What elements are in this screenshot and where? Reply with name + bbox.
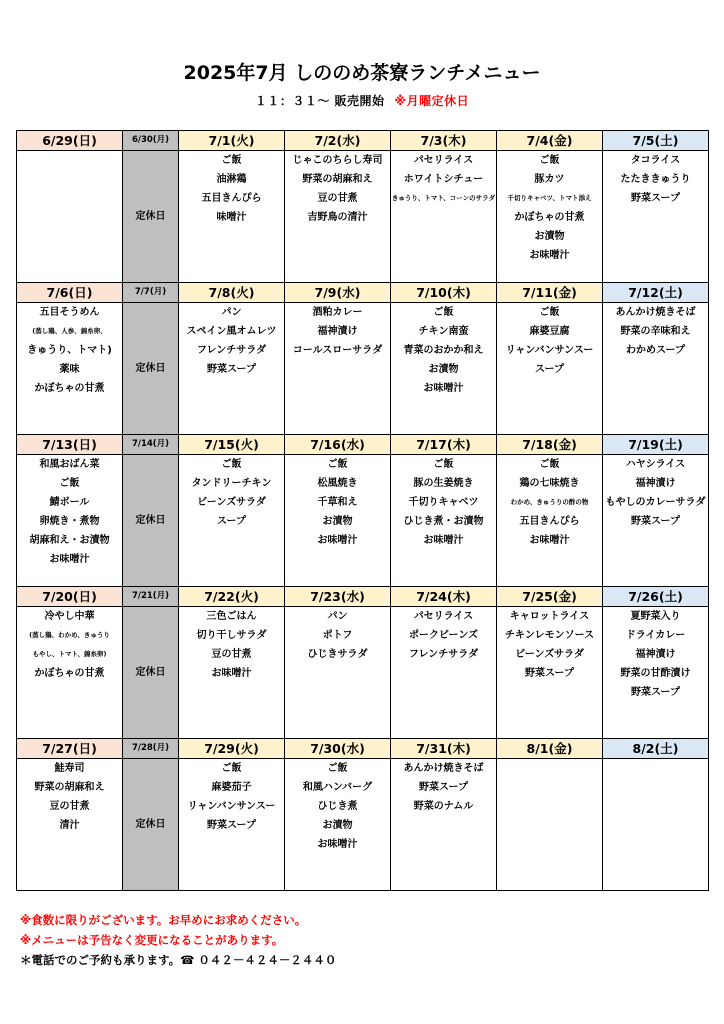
menu-item: 鮭寿司	[54, 763, 85, 774]
menu-item: フレンチサラダ	[196, 345, 267, 356]
day-date-header: 8/1(金)	[497, 739, 603, 759]
note-menu-change: ※メニューは予告なく変更になることがあります。	[20, 933, 284, 947]
day-menu-cell	[179, 455, 285, 587]
menu-item: (蒸し鶏、わかめ、きゅうり	[29, 631, 110, 639]
day-date-header: 7/22(火)	[179, 587, 285, 607]
day-date-header: 7/12(土)	[603, 283, 709, 303]
menu-item: 酒粕カレー	[312, 307, 363, 318]
closed-day-cell	[123, 303, 179, 435]
day-date-header: 7/11(金)	[497, 283, 603, 303]
menu-item: 野菜スープ	[419, 782, 468, 793]
day-menu-cell	[497, 455, 603, 587]
day-menu-cell	[391, 759, 497, 891]
page-subtitle	[0, 92, 724, 109]
menu-item: 福神漬け	[317, 326, 358, 337]
closed-day-cell	[123, 151, 179, 283]
menu-item: あんかけ焼きそば	[403, 763, 484, 774]
day-date-header: 7/23(水)	[285, 587, 391, 607]
day-date-header: 7/24(木)	[391, 587, 497, 607]
menu-item: もやしのカレーサラダ	[605, 497, 706, 508]
day-date-header: 7/8(火)	[179, 283, 285, 303]
menu-item: 野菜スープ	[525, 668, 574, 679]
menu-item: 豆の甘煮	[317, 193, 358, 204]
week-header-row	[17, 435, 709, 455]
day-date-header: 7/16(水)	[285, 435, 391, 455]
menu-item: ポトフ	[322, 630, 353, 641]
day-menu-cell	[179, 759, 285, 891]
menu-item: わかめ、きゅうりの酢の物	[510, 498, 589, 506]
menu-item: 福神漬け	[635, 649, 676, 660]
day-date-header: 7/17(木)	[391, 435, 497, 455]
menu-item: 冷やし中華	[44, 611, 95, 622]
week-menu-row	[17, 607, 709, 739]
day-date-header: 7/20(日)	[17, 587, 123, 607]
menu-item: お味噌汁	[49, 554, 90, 565]
menu-item: きゅうり、トマト、コーンのサラダ	[391, 194, 496, 202]
day-date-header: 7/25(金)	[497, 587, 603, 607]
closed-label: 定休日	[135, 211, 166, 222]
menu-item: 吉野鳥の清汁	[307, 212, 368, 223]
menu-item: 胡麻和え・お漬物	[29, 535, 110, 546]
day-date-header: 7/21(月)	[123, 587, 179, 607]
menu-item: お味噌汁	[529, 535, 570, 546]
menu-item: 豚の生姜焼き	[413, 478, 474, 489]
day-menu-cell	[285, 455, 391, 587]
menu-item: ポークビーンズ	[408, 630, 479, 641]
menu-item: リャンバンサンスー	[505, 345, 594, 356]
menu-item: リャンバンサンスー	[187, 801, 276, 812]
day-date-header: 7/15(火)	[179, 435, 285, 455]
menu-item: たたききゅうり	[620, 174, 691, 185]
menu-item: かぼちゃの甘煮	[34, 668, 105, 679]
closed-day-cell	[123, 455, 179, 587]
day-date-header: 6/29(日)	[17, 131, 123, 151]
day-date-header: 7/27(日)	[17, 739, 123, 759]
menu-item: 五目きんぴら	[201, 193, 262, 204]
menu-item: タコライス	[630, 155, 681, 166]
menu-item: チキン南蛮	[418, 326, 469, 337]
day-menu-cell	[603, 151, 709, 283]
menu-item: 野菜の辛味和え	[620, 326, 691, 337]
day-menu-cell	[17, 455, 123, 587]
menu-item: 五目きんぴら	[519, 516, 580, 527]
menu-item: パン	[327, 611, 348, 622]
menu-item: ご飯	[433, 459, 454, 470]
day-date-header: 7/14(月)	[123, 435, 179, 455]
menu-item: お味噌汁	[423, 535, 464, 546]
day-menu-cell	[179, 303, 285, 435]
menu-item: ご飯	[59, 478, 80, 489]
menu-item: 鯖ボール	[49, 497, 90, 508]
day-date-header: 6/30(月)	[123, 131, 179, 151]
menu-item: ドライカレー	[625, 630, 686, 641]
menu-item: わかめスープ	[626, 345, 685, 356]
week-header-row	[17, 283, 709, 303]
menu-item: 豆の甘煮	[49, 801, 90, 812]
menu-item: かぼちゃの甘煮	[34, 383, 105, 394]
menu-item: 野菜スープ	[207, 364, 256, 375]
day-date-header: 7/7(月)	[123, 283, 179, 303]
menu-item: タンドリーチキン	[191, 478, 272, 489]
week-menu-row	[17, 151, 709, 283]
day-date-header: 7/5(土)	[603, 131, 709, 151]
menu-item: 三色ごはん	[206, 611, 257, 622]
menu-item: ご飯	[539, 459, 560, 470]
day-menu-cell	[179, 151, 285, 283]
menu-item: 野菜のナムル	[413, 801, 474, 812]
week-menu-row	[17, 455, 709, 587]
menu-item: コールスローサラダ	[292, 345, 383, 356]
menu-item: 五目そうめん	[39, 307, 100, 318]
menu-item: 夏野菜入り	[630, 611, 681, 622]
day-date-header: 7/28(月)	[123, 739, 179, 759]
menu-item: キャロットライス	[509, 611, 590, 622]
menu-item: ひじきサラダ	[307, 649, 368, 660]
note-limited-quantity: ※食数に限りがございます。お早めにお求めください。	[20, 913, 307, 927]
closed-label: 定休日	[135, 819, 166, 830]
menu-item: 野菜スープ	[631, 516, 680, 527]
day-menu-cell	[285, 607, 391, 739]
menu-item: ご飯	[539, 307, 560, 318]
week-header-row	[17, 739, 709, 759]
day-date-header: 7/26(土)	[603, 587, 709, 607]
day-menu-cell	[285, 303, 391, 435]
menu-item: 野菜の胡麻和え	[34, 782, 105, 793]
menu-item: パセリライス	[413, 155, 474, 166]
menu-item: かぼちゃの甘煮	[514, 212, 585, 223]
day-date-header: 7/9(水)	[285, 283, 391, 303]
menu-item: お漬物	[322, 516, 353, 527]
menu-item: お味噌汁	[211, 668, 252, 679]
day-menu-cell	[17, 759, 123, 891]
closed-label: 定休日	[135, 515, 166, 526]
closed-day-cell	[123, 607, 179, 739]
menu-item: お漬物	[322, 820, 353, 831]
closed-day-cell	[123, 759, 179, 891]
day-menu-cell	[391, 303, 497, 435]
day-menu-cell	[17, 151, 123, 283]
menu-item: 千切りキャベツ、トマト添え	[507, 194, 592, 202]
day-menu-cell	[17, 303, 123, 435]
menu-item: 野菜の胡麻和え	[302, 174, 373, 185]
day-menu-cell	[603, 303, 709, 435]
menu-item: 豆の甘煮	[211, 649, 252, 660]
notes	[20, 910, 336, 970]
menu-item: 青菜のおかか和え	[403, 345, 484, 356]
menu-item: フレンチサラダ	[408, 649, 479, 660]
menu-item: じゃこのちらし寿司	[292, 155, 383, 166]
menu-item: きゅうり、トマト)	[27, 345, 112, 356]
menu-item: 卵焼き・煮物	[39, 516, 100, 527]
day-menu-cell	[497, 759, 603, 891]
menu-item: チキンレモンソース	[504, 630, 595, 641]
week-header-row	[17, 587, 709, 607]
menu-item: お味噌汁	[529, 250, 570, 261]
day-date-header: 7/3(木)	[391, 131, 497, 151]
menu-item: お味噌汁	[317, 535, 358, 546]
menu-item: (蒸し鶏、人参、錦糸卵、	[32, 327, 107, 335]
day-date-header: 7/13(日)	[17, 435, 123, 455]
menu-item: もやし、トマト、錦糸卵)	[32, 650, 107, 658]
menu-item: スープ	[217, 516, 246, 527]
menu-item: ひじき煮	[317, 801, 358, 812]
page-title: 2025年7月 しののめ茶寮ランチメニュー	[183, 62, 541, 84]
menu-item: 野菜スープ	[631, 687, 680, 698]
menu-item: ご飯	[539, 155, 560, 166]
menu-item: 切り干しサラダ	[196, 630, 267, 641]
day-menu-cell	[497, 303, 603, 435]
sales-start-time: １１：３１～ 販売開始	[254, 94, 385, 108]
menu-item: ビーンズサラダ	[515, 649, 584, 660]
day-menu-cell	[603, 607, 709, 739]
day-date-header: 7/2(水)	[285, 131, 391, 151]
day-menu-cell	[497, 151, 603, 283]
week-menu-row	[17, 303, 709, 435]
menu-item: 野菜スープ	[207, 820, 256, 831]
day-date-header: 7/31(木)	[391, 739, 497, 759]
menu-item: ビーンズサラダ	[197, 497, 266, 508]
menu-item: ご飯	[221, 763, 242, 774]
day-date-header: 7/10(木)	[391, 283, 497, 303]
note-phone-reservation: ＊電話でのご予約も承ります。☎ ０４２－４２４－２４４０	[20, 953, 337, 967]
menu-item: 豚カツ	[534, 174, 565, 185]
menu-item: ご飯	[221, 155, 242, 166]
menu-item: 味噌汁	[216, 212, 247, 223]
menu-item: 千草和え	[317, 497, 358, 508]
day-date-header: 7/19(土)	[603, 435, 709, 455]
menu-item: 野菜スープ	[631, 193, 680, 204]
menu-item: 薬味	[59, 364, 80, 375]
menu-item: ご飯	[433, 307, 454, 318]
day-menu-cell	[497, 607, 603, 739]
menu-item: スペイン風オムレツ	[186, 326, 277, 337]
menu-item: 福神漬け	[635, 478, 676, 489]
closed-day-note: ※月曜定休日	[394, 94, 470, 108]
menu-item: 鶏の七味焼き	[519, 478, 580, 489]
menu-item: 野菜の甘酢漬け	[620, 668, 691, 679]
menu-item: ご飯	[327, 459, 348, 470]
day-date-header: 7/30(水)	[285, 739, 391, 759]
menu-item: お漬物	[534, 231, 565, 242]
day-date-header: 7/1(火)	[179, 131, 285, 151]
week-header-row	[17, 131, 709, 151]
lunch-menu-calendar	[16, 130, 709, 891]
closed-label: 定休日	[135, 363, 166, 374]
day-menu-cell	[391, 151, 497, 283]
day-date-header: 7/4(金)	[497, 131, 603, 151]
menu-item: ひじき煮・お漬物	[403, 516, 484, 527]
day-menu-cell	[179, 607, 285, 739]
menu-item: 和風おばん菜	[39, 459, 100, 470]
day-menu-cell	[285, 759, 391, 891]
menu-item: 清汁	[59, 820, 80, 831]
menu-item: 油淋鶏	[216, 174, 247, 185]
day-date-header: 7/6(日)	[17, 283, 123, 303]
closed-label: 定休日	[135, 667, 166, 678]
day-menu-cell	[603, 455, 709, 587]
day-date-header: 7/29(火)	[179, 739, 285, 759]
menu-item: ご飯	[327, 763, 348, 774]
menu-item: スープ	[535, 364, 564, 375]
menu-item: 松風焼き	[317, 478, 358, 489]
menu-item: パセリライス	[413, 611, 474, 622]
week-menu-row	[17, 759, 709, 891]
day-date-header: 8/2(土)	[603, 739, 709, 759]
menu-item: お味噌汁	[423, 383, 464, 394]
menu-item: お味噌汁	[317, 839, 358, 850]
menu-item: 和風ハンバーグ	[302, 782, 373, 793]
menu-item: お漬物	[428, 364, 459, 375]
menu-item: 麻婆豆腐	[529, 326, 570, 337]
menu-item: ご飯	[221, 459, 242, 470]
day-menu-cell	[391, 455, 497, 587]
menu-item: ハヤシライス	[625, 459, 686, 470]
day-date-header: 7/18(金)	[497, 435, 603, 455]
menu-item: 千切りキャベツ	[408, 497, 479, 508]
day-menu-cell	[391, 607, 497, 739]
day-menu-cell	[285, 151, 391, 283]
menu-item: パン	[221, 307, 242, 318]
day-menu-cell	[17, 607, 123, 739]
menu-item: ホワイトシチュー	[403, 174, 484, 185]
day-menu-cell	[603, 759, 709, 891]
menu-item: あんかけ焼きそば	[615, 307, 696, 318]
menu-item: 麻婆茄子	[211, 782, 252, 793]
